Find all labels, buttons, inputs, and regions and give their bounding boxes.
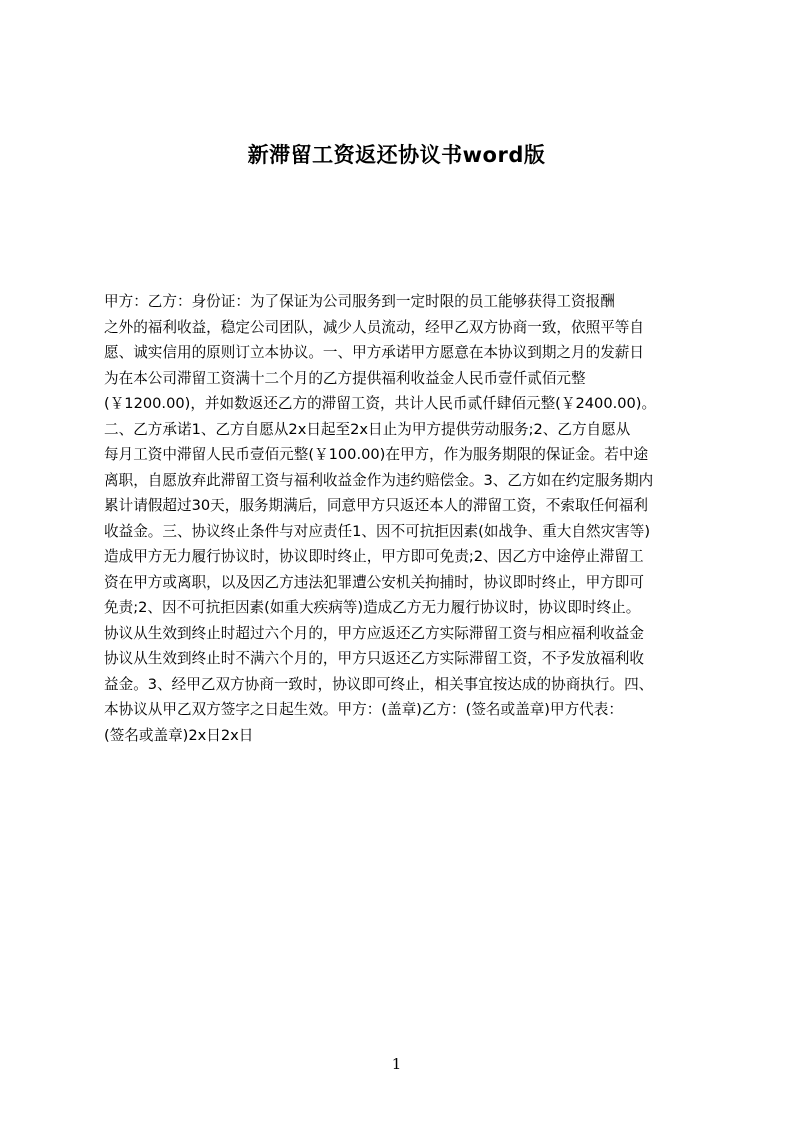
- body-line: 累计请假超过30天，服务期满后，同意甲方只返还本人的滞留工资，不索取任何福利: [104, 497, 648, 514]
- body-line: 收益金。三、协议终止条件与对应责任1、因不可抗拒因素(如战争、重大自然灾害等): [104, 522, 651, 540]
- body-line: (￥1200.00)，并如数返还乙方的滞留工资，共计人民币贰仟肆佰元整(￥2400.00)。: [104, 395, 657, 412]
- body-line: 益金。3、经甲乙双方协商一致时，协议即可终止，相关事宜按达成的协商执行。四、: [104, 675, 654, 693]
- body-line: 协议从生效到终止时不满六个月的，甲方只返还乙方实际滞留工资，不予发放福利收: [104, 650, 644, 667]
- body-line: 愿、诚实信用的原则订立本协议。一、甲方承诺甲方愿意在本协议到期之月的发薪日: [104, 344, 644, 361]
- document-title: 新滞留工资返还协议书word版: [247, 143, 546, 167]
- body-line: 本协议从甲乙双方签字之日起生效。甲方：(盖章)乙方：(签名或盖章)甲方代表：: [104, 701, 623, 718]
- body-line: 每月工资中滞留人民币壹佰元整(￥100.00)在甲方，作为服务期限的保证金。若中途: [104, 446, 649, 463]
- body-line: 为在本公司滞留工资满十二个月的乙方提供福利收益金人民币壹仟贰佰元整: [104, 369, 586, 387]
- document-body: [104, 289, 696, 748]
- body-line: 甲方：乙方：身份证：为了保证为公司服务到一定时限的员工能够获得工资报酬: [104, 293, 615, 310]
- body-line: 二、乙方承诺1、乙方自愿从2x日起至2x日止为甲方提供劳动服务;2、乙方自愿从: [104, 420, 631, 438]
- body-line: 资在甲方或离职，以及因乙方违法犯罪遭公安机关拘捕时，协议即时终止，甲方即可: [104, 573, 644, 591]
- body-line: 免责;2、因不可抗拒因素(如重大疾病等)造成乙方无力履行协议时，协议即时终止。: [104, 599, 641, 616]
- page-number: 1: [391, 1055, 402, 1073]
- body-line: (签名或盖章)2x日2x日: [104, 726, 254, 744]
- body-line: 造成甲方无力履行协议时，协议即时终止，甲方即可免责;2、因乙方中途停止滞留工: [104, 548, 644, 565]
- body-line: 离职，自愿放弃此滞留工资与福利收益金作为违约赔偿金。3、乙方如在约定服务期内: [104, 471, 654, 489]
- body-line: 协议从生效到终止时超过六个月的，甲方应返还乙方实际滞留工资与相应福利收益金: [104, 624, 644, 642]
- body-line: 之外的福利收益，稳定公司团队，减少人员流动，经甲乙双方协商一致，依照平等自: [104, 318, 644, 336]
